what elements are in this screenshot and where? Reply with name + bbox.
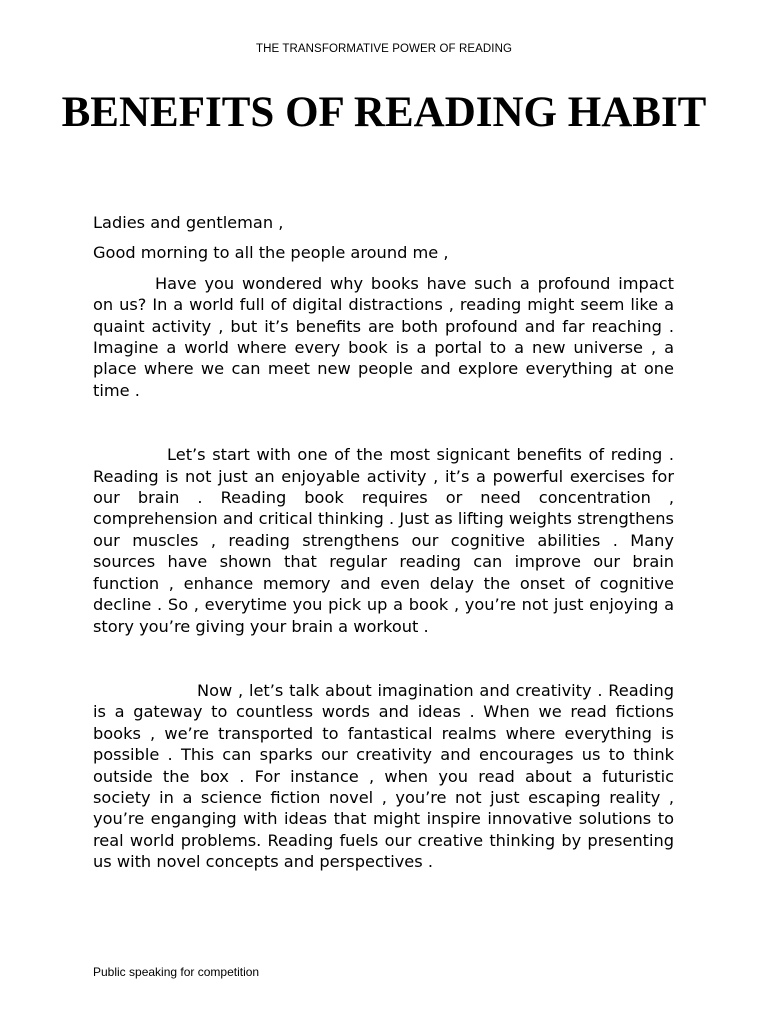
paragraph-spacer [93, 637, 674, 680]
salutation-line-2: Good morning to all the people around me , [93, 243, 449, 263]
paragraph-brain-benefits: Let’s start with one of the most signicant benefits of reding . Reading is not just an enjoyable activity , it’s a powerful exercises for our brain . Reading book requires or need concentration , comprehension and critical thinking . Just as lifting weights strengthens our muscles , reading strengthens our cognitive abilities . Many sources have shown that regular reading can improve our brain function , enhance memory and even delay the onset of cognitive decline . So , everytime you pick up a book , you’re not just enjoying a story you’re giving your brain a workout . [93, 445, 674, 636]
document-body [93, 212, 674, 873]
running-footer: Public speaking for competition [93, 965, 260, 979]
document-title: BENEFITS OF READING HABIT [61, 89, 707, 136]
paragraph-spacer [93, 401, 674, 444]
salutation-line-1: Ladies and gentleman , [93, 213, 284, 232]
paragraph-intro: Have you wondered why books have such a profound impact on us? In a world full of digital distractions , reading might seem like a quaint activity , but it’s benefits are both profound and far reaching . Imagine a world where every book is a portal to a new universe , a place where we can meet new people and explore everything at one time . [93, 273, 674, 400]
paragraph-imagination: Now , let’s talk about imagination and creativity . Reading is a gateway to countless words and ideas . When we read fictions books , we’re transported to fantastical realms where everything is possible . This can sparks our creativity and encourages us to think outside the box . For instance , when you read about a futuristic society in a science fiction novel , you’re not just escaping reality , you’re enganging with ideas that might inspire innovative solutions to real world problems. Reading fuels our creative thinking by presenting us with novel concepts and perspectives . [93, 680, 674, 872]
running-header: THE TRANSFORMATIVE POWER OF READING [255, 43, 513, 55]
